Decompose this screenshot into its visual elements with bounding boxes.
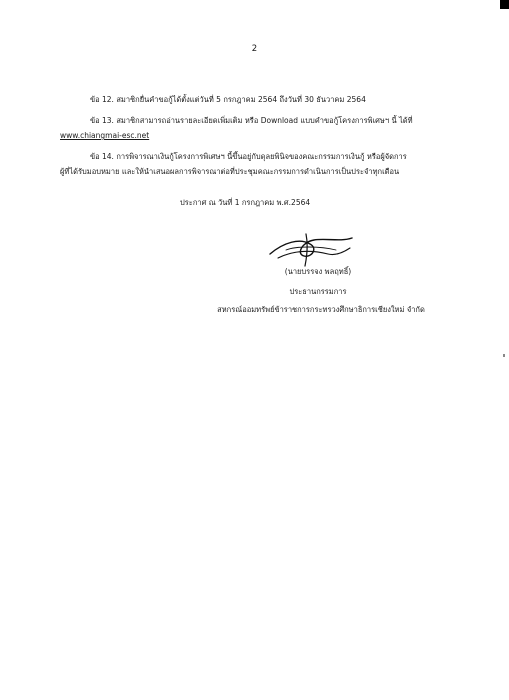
signature-image <box>266 232 356 268</box>
organization-name: สหกรณ์ออมทรัพย์ข้าราชการกระทรวงศึกษาธิการเชียงใหม่ จำกัด <box>217 305 425 314</box>
signatory-position: ประธานกรรมการ <box>289 287 347 296</box>
website-link[interactable]: www.chiangmai-esc.net <box>60 131 150 140</box>
scan-speck <box>503 354 505 357</box>
clause-14: ข้อ 14. การพิจารณาเงินกู้โครงการพิเศษฯ นี้ขึ้นอยู่กับดุลยพินิจของคณะกรรมการเงินกู้ หรือผู้จัดการ <box>90 152 407 161</box>
scan-corner-mark <box>500 0 509 9</box>
clause-14-continuation: ผู้ที่ได้รับมอบหมาย และให้นำเสนอผลการพิจารณาต่อที่ประชุมคณะกรรมการดำเนินการเป็นประจำทุกเดือน <box>60 167 400 176</box>
clause-12: ข้อ 12. สมาชิกยื่นคำขอกู้ได้ตั้งแต่วันที่ 5 กรกฎาคม 2564 ถึงวันที่ 30 ธันวาคม 2564 <box>90 95 366 104</box>
clause-13: ข้อ 13. สมาชิกสามารถอ่านรายละเอียดเพิ่มเติม หรือ Download แบบคำขอกู้โครงการพิเศษฯ นี้ ได้ที่ <box>90 116 413 125</box>
signatory-name: (นายบรรจง พลฤทธิ์) <box>284 267 352 276</box>
announcement-date: ประกาศ ณ วันที่ 1 กรกฎาคม พ.ศ.2564 <box>180 198 311 207</box>
page-number: 2 <box>251 44 258 54</box>
